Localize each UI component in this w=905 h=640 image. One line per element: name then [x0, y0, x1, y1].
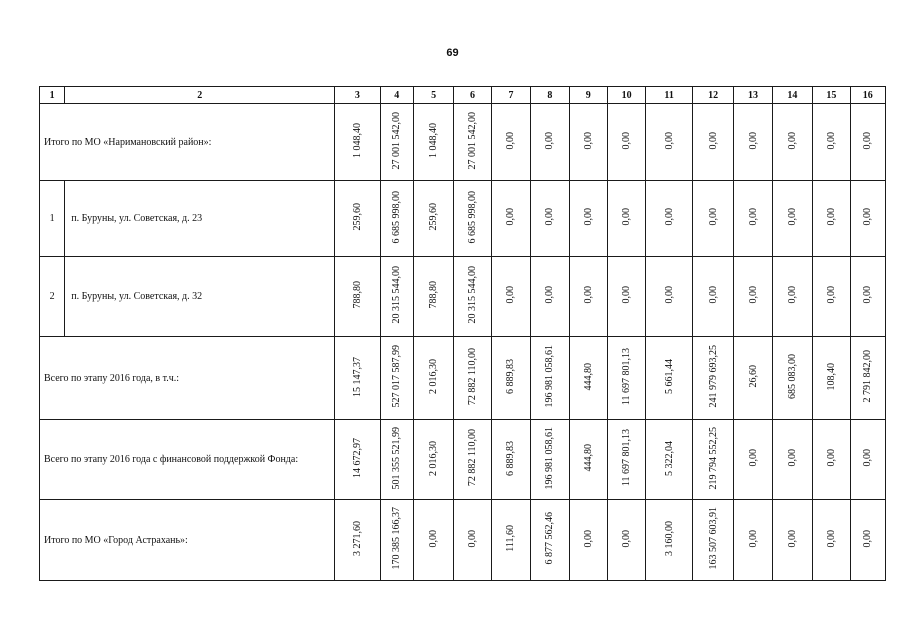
- cell-value: 0,00: [786, 208, 798, 226]
- cell-value: 0,00: [663, 286, 675, 304]
- cell-value: 0,00: [505, 131, 517, 150]
- value-cell-col-5: [413, 420, 453, 500]
- cell-value: 163 507 603,91: [707, 507, 719, 570]
- value-cell-col-13: [734, 420, 772, 500]
- cell-value: 27 001 542,00: [467, 111, 479, 170]
- value-cell-col-8: [531, 337, 569, 420]
- cell-value: 72 882 110,00: [467, 429, 479, 487]
- value-cell-col-7: [491, 420, 530, 500]
- value-cell-col-12: [692, 181, 733, 257]
- value-cell-col-6: [454, 420, 491, 500]
- column-header-12: 12: [692, 87, 733, 104]
- cell-value: 15 147,37: [351, 356, 363, 397]
- cell-value: 527 017 587,99: [391, 345, 403, 408]
- value-cell-col-11: [646, 257, 692, 337]
- cell-value: 0,00: [786, 286, 798, 304]
- value-cell-col-3: [335, 181, 380, 257]
- cell-value: 6 877 562,46: [544, 512, 556, 565]
- value-cell-col-4: [380, 104, 413, 181]
- table-row: [40, 181, 886, 257]
- column-header-14: 14: [772, 87, 812, 104]
- cell-value: 6 889,83: [505, 359, 517, 394]
- value-cell-col-11: [646, 337, 692, 420]
- column-header-13: 13: [734, 87, 772, 104]
- cell-value: 6 889,83: [505, 440, 517, 476]
- value-cell-col-12: [692, 420, 733, 500]
- value-cell-col-11: [646, 420, 692, 500]
- cell-value: 0,00: [825, 529, 837, 548]
- cell-value: 26,60: [747, 365, 759, 388]
- value-cell-col-10: [607, 257, 645, 337]
- cell-value: 111,60: [505, 525, 517, 552]
- cell-value: 0,00: [621, 286, 633, 304]
- cell-value: 11 697 801,13: [621, 347, 633, 406]
- cell-value: 20 315 544,00: [467, 266, 479, 324]
- cell-value: 685 083,00: [786, 354, 798, 399]
- value-cell-col-12: [692, 257, 733, 337]
- cell-value: 5 661,44: [663, 359, 675, 394]
- value-cell-col-14: [772, 337, 812, 420]
- value-cell-col-14: [772, 420, 812, 500]
- column-header-10: 10: [607, 87, 645, 104]
- value-cell-col-3: [335, 500, 380, 581]
- cell-value: 72 882 110,00: [467, 347, 479, 406]
- cell-value: 0,00: [582, 286, 594, 304]
- value-cell-col-9: [569, 257, 607, 337]
- value-cell-col-15: [813, 257, 850, 337]
- column-header-6: 6: [454, 87, 491, 104]
- value-cell-col-7: [491, 257, 530, 337]
- value-cell-col-15: [813, 500, 850, 581]
- value-cell-col-9: [569, 181, 607, 257]
- value-cell-col-6: [454, 104, 491, 181]
- cell-value: 0,00: [428, 529, 440, 548]
- value-cell-col-8: [531, 181, 569, 257]
- value-cell-col-10: [607, 181, 645, 257]
- cell-value: 259,60: [428, 203, 440, 231]
- value-cell-col-5: [413, 500, 453, 581]
- column-header-15: 15: [813, 87, 850, 104]
- value-cell-col-4: [380, 181, 413, 257]
- cell-value: 0,00: [825, 286, 837, 304]
- value-cell-col-4: [380, 500, 413, 581]
- cell-value: 0,00: [862, 529, 874, 548]
- cell-value: 0,00: [747, 449, 759, 467]
- value-cell-col-8: [531, 257, 569, 337]
- row-index: 1: [40, 181, 65, 257]
- value-cell-col-15: [813, 337, 850, 420]
- value-cell-col-10: [607, 104, 645, 181]
- value-cell-col-7: [491, 181, 530, 257]
- cell-value: 1 048,40: [351, 123, 363, 158]
- cell-value: 3 271,60: [351, 521, 363, 556]
- row-address: п. Буруны, ул. Советская, д. 32: [65, 257, 335, 337]
- column-header-1: 1: [40, 87, 65, 104]
- value-cell-col-5: [413, 181, 453, 257]
- value-cell-col-8: [531, 420, 569, 500]
- value-cell-col-6: [454, 181, 491, 257]
- cell-value: 2 791 842,00: [862, 350, 874, 403]
- value-cell-col-13: [734, 104, 772, 181]
- column-header-3: 3: [335, 87, 380, 104]
- value-cell-col-10: [607, 500, 645, 581]
- cell-value: 0,00: [663, 208, 675, 226]
- row-label: Итого по МО «Наримановский район»:: [40, 104, 335, 181]
- value-cell-col-6: [454, 337, 491, 420]
- budget-table: [39, 86, 886, 581]
- cell-value: 3 160,00: [663, 521, 675, 556]
- value-cell-col-16: [850, 500, 885, 581]
- cell-value: 0,00: [825, 208, 837, 226]
- value-cell-col-15: [813, 181, 850, 257]
- total-row: [40, 420, 886, 500]
- cell-value: 0,00: [707, 286, 719, 304]
- cell-value: 0,00: [862, 131, 874, 150]
- cell-value: 27 001 542,00: [391, 111, 403, 170]
- cell-value: 0,00: [467, 529, 479, 548]
- cell-value: 0,00: [786, 131, 798, 150]
- column-header-4: 4: [380, 87, 413, 104]
- cell-value: 0,00: [747, 208, 759, 226]
- value-cell-col-3: [335, 257, 380, 337]
- cell-value: 196 981 058,61: [544, 345, 556, 408]
- value-cell-col-12: [692, 337, 733, 420]
- header-row: [40, 87, 886, 104]
- cell-value: 108,40: [825, 362, 837, 391]
- value-cell-col-8: [531, 104, 569, 181]
- cell-value: 0,00: [747, 131, 759, 150]
- value-cell-col-16: [850, 181, 885, 257]
- cell-value: 0,00: [825, 449, 837, 467]
- value-cell-col-12: [692, 104, 733, 181]
- value-cell-col-3: [335, 104, 380, 181]
- cell-value: 444,80: [582, 444, 594, 472]
- cell-value: 788,80: [428, 281, 440, 309]
- table-row: [40, 257, 886, 337]
- cell-value: 1 048,40: [428, 123, 440, 158]
- row-address: п. Буруны, ул. Советская, д. 23: [65, 181, 335, 257]
- cell-value: 6 685 998,00: [467, 190, 479, 244]
- value-cell-col-7: [491, 500, 530, 581]
- cell-value: 444,80: [582, 362, 594, 391]
- value-cell-col-7: [491, 337, 530, 420]
- value-cell-col-16: [850, 104, 885, 181]
- value-cell-col-4: [380, 337, 413, 420]
- cell-value: 5 322,04: [663, 440, 675, 476]
- value-cell-col-4: [380, 420, 413, 500]
- cell-value: 219 794 552,25: [707, 426, 719, 490]
- cell-value: 0,00: [582, 131, 594, 150]
- cell-value: 170 385 166,37: [391, 507, 403, 570]
- cell-value: 0,00: [862, 208, 874, 226]
- column-header-8: 8: [531, 87, 569, 104]
- value-cell-col-13: [734, 500, 772, 581]
- cell-value: 0,00: [707, 131, 719, 150]
- value-cell-col-5: [413, 257, 453, 337]
- cell-value: 0,00: [707, 208, 719, 226]
- row-label: Всего по этапу 2016 года с финансовой поддержкой Фонда:: [40, 420, 335, 500]
- cell-value: 788,80: [351, 281, 363, 309]
- cell-value: 0,00: [747, 286, 759, 304]
- total-row: [40, 500, 886, 581]
- cell-value: 0,00: [505, 208, 517, 226]
- cell-value: 259,60: [351, 203, 363, 231]
- row-label: Всего по этапу 2016 года, в т.ч.:: [40, 337, 335, 420]
- cell-value: 0,00: [862, 449, 874, 467]
- value-cell-col-13: [734, 257, 772, 337]
- value-cell-col-14: [772, 104, 812, 181]
- value-cell-col-13: [734, 181, 772, 257]
- cell-value: 0,00: [582, 529, 594, 548]
- cell-value: 14 672,97: [351, 438, 363, 478]
- value-cell-col-10: [607, 337, 645, 420]
- value-cell-col-14: [772, 257, 812, 337]
- value-cell-col-5: [413, 337, 453, 420]
- cell-value: 0,00: [663, 131, 675, 150]
- value-cell-col-3: [335, 337, 380, 420]
- cell-value: 6 685 998,00: [391, 190, 403, 244]
- value-cell-col-13: [734, 337, 772, 420]
- cell-value: 0,00: [621, 208, 633, 226]
- value-cell-col-9: [569, 104, 607, 181]
- cell-value: 0,00: [862, 286, 874, 304]
- value-cell-col-16: [850, 337, 885, 420]
- value-cell-col-4: [380, 257, 413, 337]
- value-cell-col-6: [454, 500, 491, 581]
- total-row: [40, 104, 886, 181]
- cell-value: 0,00: [582, 208, 594, 226]
- value-cell-col-11: [646, 181, 692, 257]
- value-cell-col-7: [491, 104, 530, 181]
- value-cell-col-16: [850, 257, 885, 337]
- cell-value: 0,00: [621, 529, 633, 548]
- value-cell-col-5: [413, 104, 453, 181]
- column-header-11: 11: [646, 87, 692, 104]
- cell-value: 0,00: [747, 529, 759, 548]
- value-cell-col-11: [646, 104, 692, 181]
- cell-value: 196 981 058,61: [544, 426, 556, 490]
- cell-value: 0,00: [825, 131, 837, 150]
- value-cell-col-14: [772, 181, 812, 257]
- cell-value: 501 355 521,99: [391, 426, 403, 490]
- value-cell-col-10: [607, 420, 645, 500]
- cell-value: 0,00: [786, 449, 798, 467]
- value-cell-col-16: [850, 420, 885, 500]
- cell-value: 11 697 801,13: [621, 429, 633, 487]
- value-cell-col-9: [569, 337, 607, 420]
- cell-value: 0,00: [544, 131, 556, 150]
- cell-value: 241 979 693,25: [707, 345, 719, 408]
- column-header-5: 5: [413, 87, 453, 104]
- column-header-2: 2: [65, 87, 335, 104]
- value-cell-col-9: [569, 500, 607, 581]
- value-cell-col-3: [335, 420, 380, 500]
- column-header-7: 7: [491, 87, 530, 104]
- cell-value: 0,00: [621, 131, 633, 150]
- cell-value: 0,00: [786, 529, 798, 548]
- value-cell-col-12: [692, 500, 733, 581]
- cell-value: 0,00: [544, 286, 556, 304]
- value-cell-col-9: [569, 420, 607, 500]
- cell-value: 2 016,30: [428, 359, 440, 394]
- page-number: 69: [446, 47, 459, 59]
- cell-value: 0,00: [544, 208, 556, 226]
- row-index: 2: [40, 257, 65, 337]
- cell-value: 0,00: [505, 286, 517, 304]
- value-cell-col-15: [813, 104, 850, 181]
- value-cell-col-8: [531, 500, 569, 581]
- value-cell-col-11: [646, 500, 692, 581]
- row-label: Итого по МО «Город Астрахань»:: [40, 500, 335, 581]
- cell-value: 20 315 544,00: [391, 266, 403, 324]
- value-cell-col-6: [454, 257, 491, 337]
- value-cell-col-14: [772, 500, 812, 581]
- value-cell-col-15: [813, 420, 850, 500]
- total-row: [40, 337, 886, 420]
- cell-value: 2 016,30: [428, 440, 440, 476]
- column-header-9: 9: [569, 87, 607, 104]
- column-header-16: 16: [850, 87, 885, 104]
